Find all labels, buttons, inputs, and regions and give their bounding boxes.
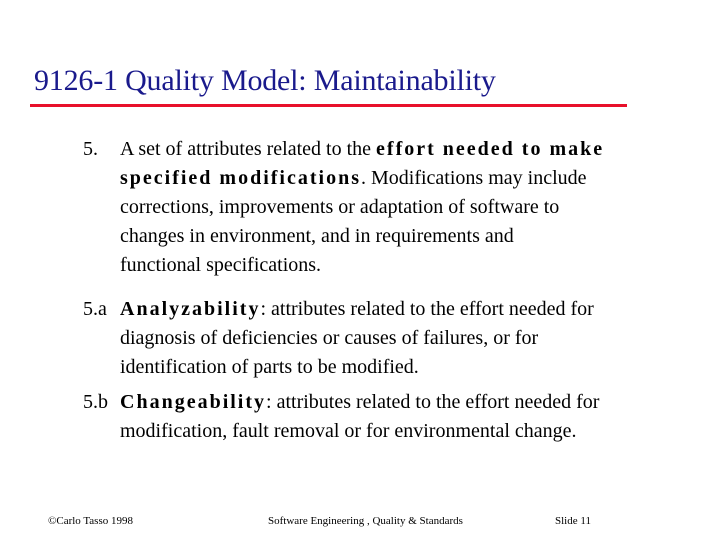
text-segment: . Modifications may include [361,167,587,189]
text-line [120,251,710,280]
list-item-number: 5. [83,138,98,160]
text-line [120,193,710,222]
slide-title: 9126-1 Quality Model: Maintainability [34,64,496,97]
text-segment: modification, fault removal or for environmental change. [120,420,577,442]
emphasis-text: effort needed to make [376,138,605,160]
footer-copyright: ©Carlo Tasso 1998 [48,515,133,527]
emphasis-text: Changeability [120,391,267,413]
emphasis-text: Analyzability [120,298,261,320]
text-segment: corrections, improvements or adaptation of software to [120,196,560,218]
text-segment: identification of parts to be modified. [120,356,419,378]
text-line [120,353,710,382]
text-line [120,417,710,446]
list-item-number: 5.a [83,298,107,320]
text-line [120,295,710,324]
text-segment: : attributes related to the effort needed for [260,298,594,320]
list-item-text [120,295,710,382]
list-item-text [120,388,710,446]
text-line [120,135,710,164]
footer-course-title: Software Engineering , Quality & Standards [268,515,463,527]
text-line [120,324,710,353]
footer-slide-number: Slide 11 [555,515,591,527]
list-item-text [120,135,710,280]
text-segment: diagnosis of deficiencies or causes of failures, or for [120,327,539,349]
text-segment: : attributes related to the effort needed for [266,391,600,413]
title-underline [30,104,627,107]
text-segment: A set of attributes related to the [120,138,377,160]
text-line [120,388,710,417]
text-line [120,222,710,251]
text-segment: functional specifications. [120,254,322,276]
text-segment: changes in environment, and in requirements and [120,225,514,247]
emphasis-text: specified modifications [120,167,361,189]
text-line [120,164,710,193]
list-item-number: 5.b [83,391,108,413]
